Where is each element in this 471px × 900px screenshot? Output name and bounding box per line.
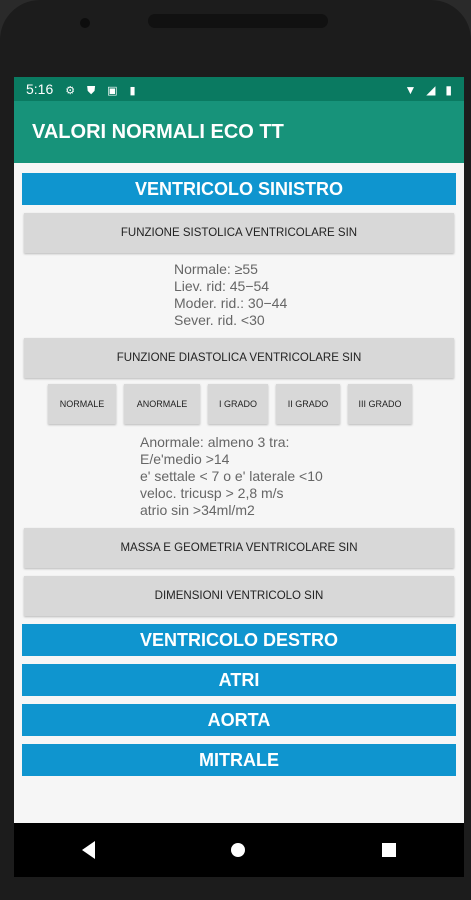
back-icon[interactable]	[82, 841, 95, 859]
content-scroll[interactable]	[14, 163, 464, 823]
shield-icon: ⛊	[87, 84, 96, 97]
chip-iii-grado[interactable]: III GRADO	[348, 384, 412, 424]
diastolica-line-5: atrio sin >34ml/m2	[140, 502, 255, 518]
section-ventricolo-destro[interactable]: VENTRICOLO DESTRO	[22, 624, 456, 656]
system-nav-bar	[14, 823, 464, 877]
app-title: VALORI NORMALI ECO TT	[32, 120, 284, 143]
sistolica-values	[22, 261, 456, 329]
battery-icon: ▮	[445, 83, 452, 97]
home-icon[interactable]	[231, 843, 245, 857]
funzione-diastolica-button[interactable]: FUNZIONE DIASTOLICA VENTRICOLARE SIN	[24, 338, 454, 378]
massa-geometria-button[interactable]: MASSA E GEOMETRIA VENTRICOLARE SIN	[24, 528, 454, 568]
chip-ii-grado[interactable]: II GRADO	[276, 384, 340, 424]
status-time: 5:16	[26, 81, 54, 97]
status-bar	[14, 77, 464, 101]
section-mitrale[interactable]: MITRALE	[22, 744, 456, 776]
signal-icon: ◢	[426, 83, 436, 97]
diastolica-line-4: veloc. tricusp > 2,8 m/s	[140, 485, 284, 501]
diastolica-values	[22, 434, 456, 519]
chip-i-grado[interactable]: I GRADO	[208, 384, 268, 424]
gear-icon: ⚙	[65, 84, 76, 97]
section-atri[interactable]: ATRI	[22, 664, 456, 696]
dimensioni-button[interactable]: DIMENSIONI VENTRICOLO SIN	[24, 576, 454, 616]
diastolica-line-2: E/e'medio >14	[140, 451, 230, 467]
sd-card-icon: ▮	[129, 84, 136, 97]
status-icons-right	[398, 81, 452, 97]
funzione-sistolica-button[interactable]: FUNZIONE SISTOLICA VENTRICOLARE SIN	[24, 213, 454, 253]
image-icon: ▣	[107, 84, 118, 97]
sistolica-moderate: Moder. rid.: 30−44	[174, 295, 288, 311]
sistolica-severe: Sever. rid. <30	[174, 312, 265, 328]
sistolica-mild: Liev. rid: 45−54	[174, 278, 270, 294]
chip-normale[interactable]: NORMALE	[48, 384, 116, 424]
screen	[14, 77, 464, 877]
sistolica-normal: Normale: ≥55	[174, 261, 258, 277]
diastolic-grade-chips	[22, 384, 456, 424]
status-icons-left	[65, 81, 143, 98]
chip-anormale[interactable]: ANORMALE	[124, 384, 200, 424]
wifi-icon: ▼	[404, 83, 417, 97]
speaker-grille	[148, 14, 328, 28]
recent-apps-icon[interactable]	[382, 843, 396, 857]
app-bar	[14, 101, 464, 163]
section-aorta[interactable]: AORTA	[22, 704, 456, 736]
diastolica-line-3: e' settale < 7 o e' laterale <10	[140, 468, 323, 484]
section-ventricolo-sinistro[interactable]: VENTRICOLO SINISTRO	[22, 173, 456, 205]
diastolica-line-1: Anormale: almeno 3 tra:	[140, 434, 290, 450]
front-camera	[80, 18, 90, 28]
